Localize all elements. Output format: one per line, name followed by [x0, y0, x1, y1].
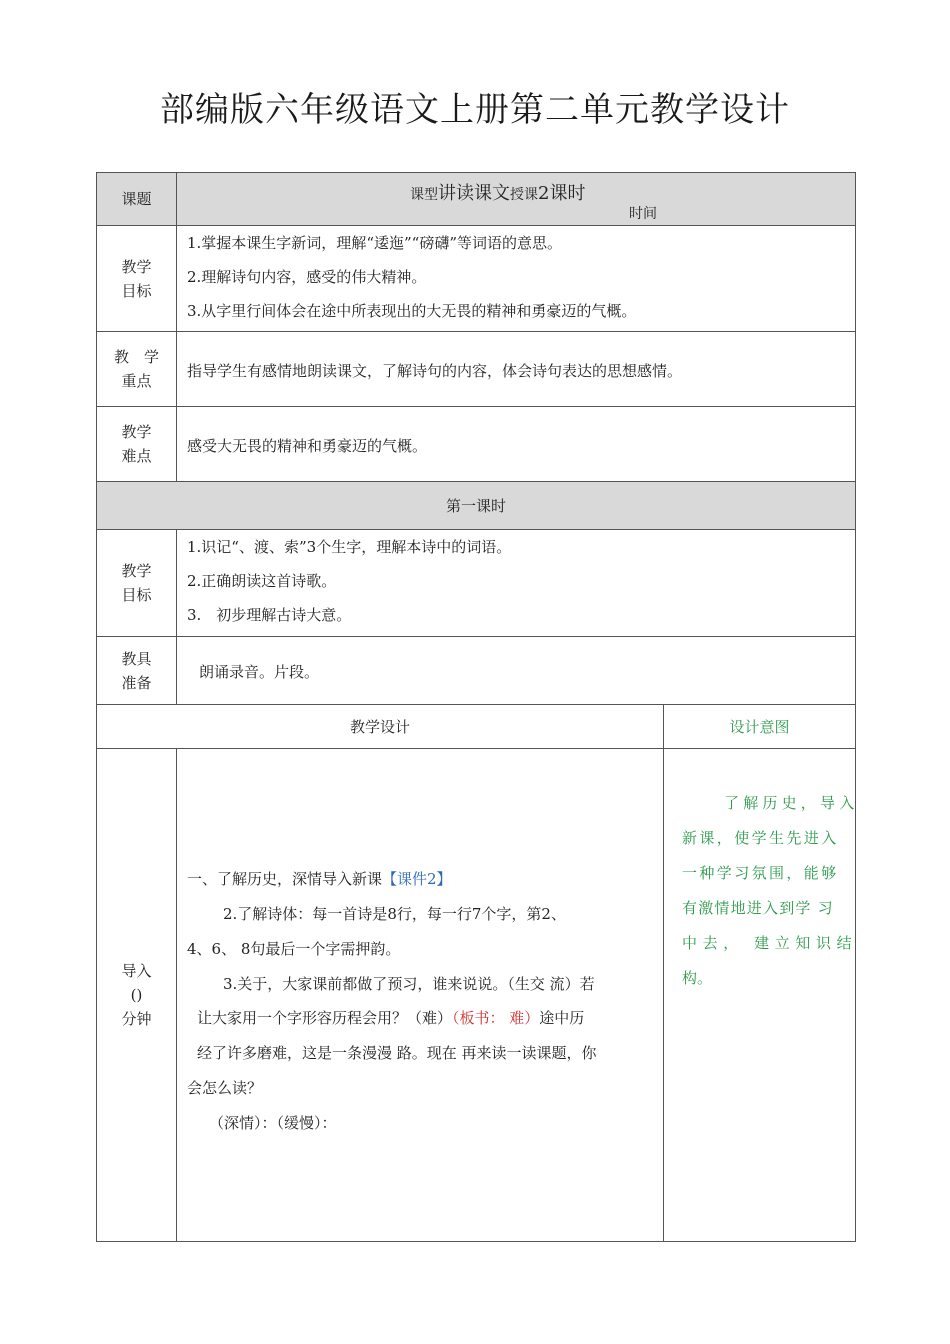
key-points-label-1: 教 学 — [113, 348, 159, 366]
difficulties-label-1: 教学 — [121, 423, 152, 441]
type-value: 讲读课文 — [438, 183, 510, 204]
lesson-plan-table — [96, 172, 859, 1242]
session-objectives-label-cell — [96, 529, 177, 637]
objective-item: 1.掌握本课生字新词，理解“逶迤”“磅礴”等词语的意思。 — [187, 234, 562, 252]
intro-paragraph-line: 会怎么读？ — [187, 1079, 263, 1097]
time-label: 授课 — [510, 187, 538, 203]
key-points-text: 指导学生有感情地朗读课文，了解诗句的内容，体会诗句表达的思想感情。 — [187, 362, 683, 380]
intro-paragraph-line: 2.了解诗体：每一首诗是8行，每一行7个字，第2、 — [223, 905, 566, 923]
difficulties-content-cell — [176, 406, 856, 482]
design-header-left: 教学设计 — [349, 717, 410, 736]
difficulties-text: 感受大无畏的精神和勇豪迈的气概。 — [187, 437, 428, 455]
tools-label-2: 准备 — [121, 673, 152, 692]
design-header-right-cell — [663, 704, 856, 749]
design-header-left-cell — [96, 704, 664, 749]
objectives-content-cell — [176, 225, 856, 332]
intent-line: 有激情地进入到学 习 — [682, 899, 834, 917]
intent-line: 了解历史，导入 — [724, 794, 859, 812]
design-header-right: 设计意图 — [729, 717, 790, 736]
board-note: （板书： 难） — [452, 1009, 540, 1027]
intro-paragraph-line — [197, 1008, 584, 1028]
intro-intent-cell — [663, 748, 859, 1242]
type-label: 课型 — [410, 187, 438, 203]
tools-content-cell — [176, 636, 856, 705]
intent-line: 构。 — [682, 969, 713, 987]
intro-heading: 一、了解历史，深情导入新课 — [187, 870, 383, 888]
difficulties-label-cell — [96, 406, 177, 482]
intro-label-2: () — [130, 986, 143, 1004]
intro-paragraph-line: （深情）：（缓慢）： — [209, 1114, 337, 1132]
objectives-label-2: 目标 — [121, 281, 152, 300]
intent-line: 中去， 建立知识结 — [682, 934, 858, 952]
intro-paragraph-line: 经了许多磨难，这是一条漫漫 路。现在 再来读一读课题，你 — [197, 1044, 597, 1062]
session-objective-item: 2.正确朗读这首诗歌。 — [187, 572, 337, 590]
objective-item: 2.理解诗句内容，感受的伟大精神。 — [187, 268, 427, 286]
key-points-label-cell — [96, 331, 177, 407]
difficulties-label-2: 难点 — [121, 447, 152, 465]
intro-paragraph-line: 4、6、 8句最后一个字需押韵。 — [187, 940, 401, 958]
time-value: 2课时 — [538, 183, 586, 204]
lesson-info-line — [410, 179, 585, 205]
topic-label: 课题 — [121, 190, 152, 208]
intro-label-3: 分钟 — [121, 1010, 152, 1028]
intro-label-1: 导入 — [121, 962, 152, 980]
tools-label-1: 教具 — [121, 649, 152, 668]
objective-item: 3.从字里行间体会在途中所表现出的大无畏的精神和勇豪迈的气概。 — [187, 302, 637, 320]
session-objective-item: 3. 初步理解古诗大意。 — [187, 606, 352, 624]
session-objective-item: 1.识记“、渡、索”3个生字，理解本诗中的词语。 — [187, 538, 512, 556]
courseware-tag: 【课件2】 — [382, 870, 452, 888]
key-points-label-2: 重点 — [121, 372, 152, 390]
topic-label-cell — [96, 172, 177, 226]
session-title-cell — [96, 481, 856, 530]
intro-paragraph-text: 让大家用一个字形容历程会用？（难） — [197, 1009, 453, 1027]
intro-paragraph-line: 3.关于，大家课前都做了预习，谁来说说。（生交 流）若 — [223, 975, 595, 993]
tools-text: 朗诵录音。片段。 — [199, 663, 320, 681]
page-title: 部编版六年级语文上册第二单元教学设计 — [160, 90, 790, 130]
intro-paragraph-text: 途中历 — [539, 1009, 585, 1027]
session-objectives-label-1: 教学 — [121, 562, 152, 580]
time-suffix: 时间 — [629, 206, 657, 222]
tools-label-cell — [96, 636, 177, 705]
intro-content-cell — [176, 748, 664, 1242]
session-title: 第一课时 — [445, 496, 506, 515]
intro-heading-line — [187, 869, 452, 889]
session-objectives-content-cell — [176, 529, 856, 637]
objectives-label-1: 教学 — [121, 257, 152, 276]
session-objectives-label-2: 目标 — [121, 586, 152, 604]
key-points-content-cell — [176, 331, 856, 407]
intro-label-cell — [96, 748, 177, 1242]
lesson-info-cell — [176, 172, 856, 226]
intent-line: 新课，使学生先进入 — [682, 829, 839, 847]
intent-line: 一种学习氛围，能够 — [682, 864, 839, 882]
objectives-label-cell — [96, 225, 177, 332]
